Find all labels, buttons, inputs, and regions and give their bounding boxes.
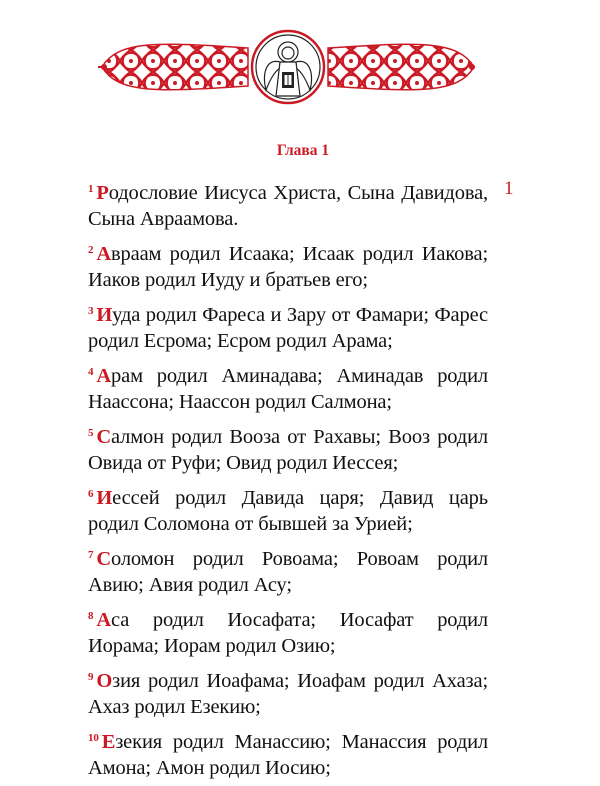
verse-initial: Р: [96, 182, 109, 204]
verse-text: уда родил Фареса и Зару от Фамари; Фарес родил Есрома; Есром родил Арама;: [88, 304, 488, 352]
verse-number: 3: [88, 305, 94, 317]
verse-initial: С: [96, 426, 112, 448]
verse-text: алмон родил Вооза от Рахавы; Вооз родил Овида от Руфи; Овид родил Иессея;: [88, 426, 488, 474]
angel-medallion-icon: [252, 31, 324, 103]
verse-2: [88, 237, 488, 293]
verse-number: 8: [88, 610, 94, 622]
verse-text: оломон родил Ровоама; Ровоам родил Авию; Авия родил Асу;: [88, 548, 488, 596]
verse-7: [88, 542, 488, 598]
verse-10: [88, 725, 488, 781]
verse-8: [88, 603, 488, 659]
verse-3: [88, 298, 488, 354]
knotwork-ornament: [98, 28, 478, 106]
verse-4: [88, 359, 488, 415]
verse-6: [88, 481, 488, 537]
verse-number: 4: [88, 366, 94, 378]
ornamental-headpiece: [98, 28, 478, 106]
verse-list: [88, 176, 488, 786]
verse-initial: И: [96, 487, 113, 509]
verse-initial: О: [96, 670, 113, 692]
verse-1: [88, 176, 488, 232]
verse-text: зекия родил Манассию; Манассия родил Амона; Амон родил Иосию;: [88, 731, 488, 779]
chapter-title: Глава 1: [276, 142, 330, 159]
verse-text: зия родил Иоафама; Иоафам родил Ахаза; Ахаз родил Езекию;: [88, 670, 488, 718]
verse-text: са родил Иосафата; Иосафат родил Иорама; Иорам родил Озию;: [88, 609, 488, 657]
verse-5: [88, 420, 488, 476]
verse-number: 7: [88, 549, 94, 561]
chapter-margin-number: 1: [504, 178, 514, 199]
verse-initial: Е: [101, 731, 116, 753]
verse-initial: С: [96, 548, 112, 570]
verse-number: 1: [88, 183, 94, 195]
verse-number: 10: [88, 732, 99, 744]
verse-initial: А: [96, 243, 112, 265]
verse-number: 5: [88, 427, 94, 439]
verse-number: 6: [88, 488, 94, 500]
verse-initial: А: [96, 365, 112, 387]
verse-initial: И: [96, 304, 113, 326]
verse-text: ессей родил Давида царя; Давид царь родил Соломона от бывшей за Урией;: [88, 487, 488, 535]
verse-text: рам родил Аминадава; Аминадав родил Наассона; Наассон родил Салмона;: [88, 365, 488, 413]
verse-9: [88, 664, 488, 720]
verse-text: одословие Иисуса Христа, Сына Давидова, Сына Авраамова.: [88, 182, 488, 230]
verse-number: 9: [88, 671, 94, 683]
verse-text: враам родил Исаака; Исаак родил Иакова; Иаков родил Иуду и братьев его;: [88, 243, 488, 291]
verse-number: 2: [88, 244, 94, 256]
verse-initial: А: [96, 609, 112, 631]
